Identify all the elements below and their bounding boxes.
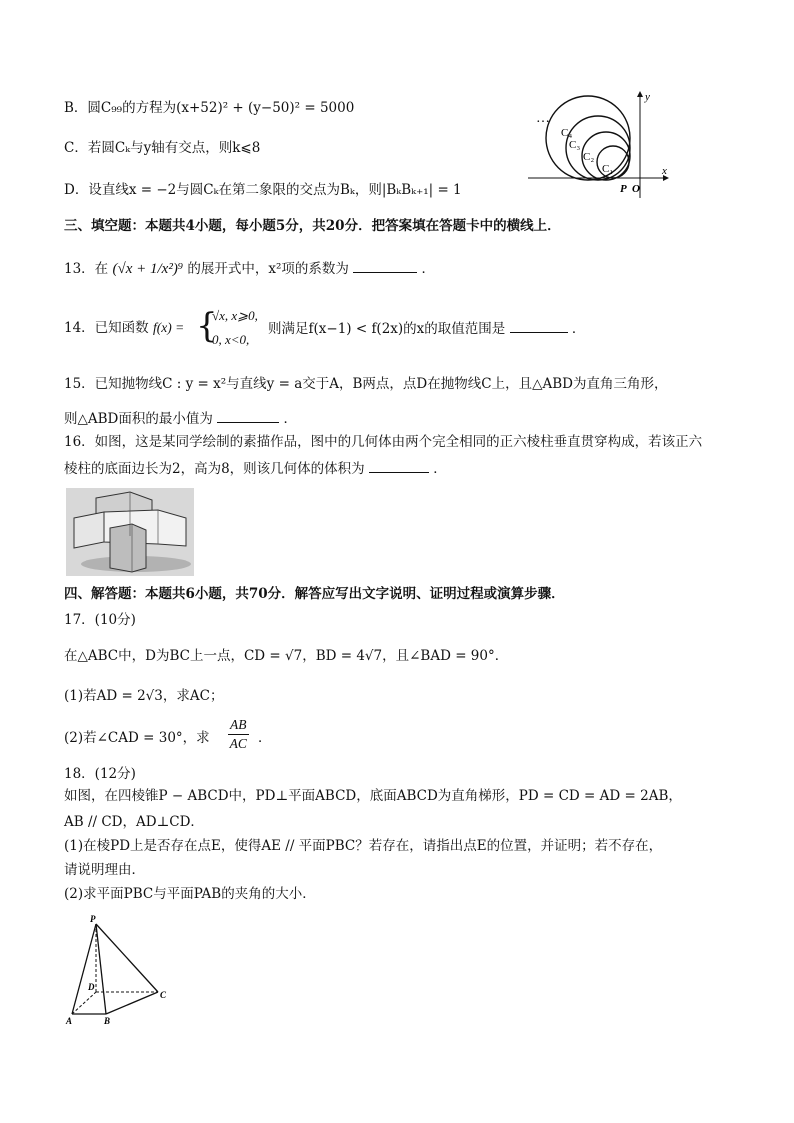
q16-line1: 16．如图，这是某同学绘制的素描作品，图中的几何体由两个完全相同的正六棱柱垂直贯穿构成，若该正六 bbox=[64, 434, 703, 450]
hexagonal-prism-sketch bbox=[66, 488, 194, 576]
q17-header: 17．(10分) bbox=[64, 612, 136, 628]
q15-end: ． bbox=[283, 411, 297, 427]
q16-end: ． bbox=[433, 461, 447, 477]
question-13 bbox=[64, 258, 435, 279]
label-x: x bbox=[662, 165, 667, 177]
section4-heading: 四、解答题：本题共6小题，共70分．解答应写出文字说明、证明过程或演算步骤． bbox=[64, 586, 565, 602]
q17-fraction bbox=[228, 716, 249, 753]
label-y: y bbox=[645, 91, 650, 103]
q13-end: ． bbox=[421, 261, 435, 277]
q15-line2-text: 则△ABD面积的最小值为 bbox=[64, 411, 213, 427]
q14-case1: √x, x⩾0, bbox=[212, 308, 258, 323]
label-p-pyr: P bbox=[90, 914, 96, 924]
q18-part2: (2)求平面PBC与平面PAB的夹角的大小． bbox=[64, 886, 316, 902]
q13-answer-blank bbox=[353, 258, 417, 273]
question-14 bbox=[64, 318, 184, 338]
label-c-pyr: C bbox=[160, 990, 167, 1000]
label-c3: C₃ bbox=[569, 139, 581, 151]
label-c4: C₄ bbox=[561, 127, 573, 139]
q17-frac-den: AC bbox=[229, 736, 247, 751]
q14-text: 则满足f(x−1) < f(2x)的x的取值范围是 bbox=[268, 321, 506, 337]
q17-part2-end: ． bbox=[258, 730, 272, 746]
q16-answer-blank bbox=[369, 458, 429, 473]
label-p: P bbox=[620, 183, 627, 195]
option-c: C．若圆Cₖ与y轴有交点，则k⩽8 bbox=[64, 140, 261, 156]
q17-part2-pre: (2)若∠CAD = 30°，求 bbox=[64, 730, 210, 746]
q14-func: f(x) = bbox=[152, 320, 185, 335]
q18-part1a: (1)在棱PD上是否存在点E，使得AE // 平面PBC？若存在，请指出点E的位置，并证明；若不存在， bbox=[64, 838, 663, 854]
circle-c4 bbox=[546, 96, 630, 180]
q15-line2 bbox=[64, 408, 297, 429]
q14-case2: 0, x<0, bbox=[212, 332, 250, 347]
q14-answer-blank bbox=[510, 318, 568, 333]
q14-brace: { bbox=[196, 306, 218, 346]
q17-stem: 在△ABC中，D为BC上一点，CD = √7，BD = 4√7，且∠BAD = 90°． bbox=[64, 648, 509, 664]
q13-text: 的展开式中，x²项的系数为 bbox=[187, 261, 349, 277]
q18-stem2: AB // CD，AD⊥CD． bbox=[64, 814, 204, 830]
label-a-pyr: A bbox=[66, 1016, 73, 1026]
ellipsis-label: … bbox=[536, 111, 550, 126]
q13-expr: (√x + 1/x²)⁹ bbox=[112, 261, 184, 277]
q15-line1: 15．已知抛物线C : y = x²与直线y = a交于A，B两点，点D在抛物线C上，且△ABD为直角三角形， bbox=[64, 376, 668, 392]
label-o: O bbox=[632, 183, 640, 195]
q14-number: 14．已知函数 bbox=[64, 320, 149, 336]
circles-figure bbox=[528, 88, 678, 200]
q15-answer-blank bbox=[217, 408, 279, 423]
q16-line2 bbox=[64, 458, 447, 479]
q16-line2-text: 棱柱的底面边长为2，高为8，则该几何体的体积为 bbox=[64, 461, 365, 477]
pyramid-figure bbox=[62, 912, 172, 1028]
q17-part1: (1)若AD = 2√3，求AC； bbox=[64, 688, 224, 704]
label-c2: C₂ bbox=[583, 151, 595, 163]
option-b: B．圆C₉₉的方程为(x+52)² + (y−50)² = 5000 bbox=[64, 100, 355, 116]
q13-number: 13．在 bbox=[64, 261, 109, 277]
label-d-pyr: D bbox=[88, 982, 95, 992]
q17-frac-num: AB bbox=[228, 716, 249, 735]
q18-part1b: 请说明理由． bbox=[64, 862, 145, 878]
label-c1: C₁ bbox=[602, 163, 614, 175]
section3-heading: 三、填空题：本题共4小题，每小题5分，共20分．把答案填在答题卡中的横线上． bbox=[64, 218, 561, 234]
label-b-pyr: B bbox=[104, 1016, 111, 1026]
q14-tail bbox=[268, 318, 585, 339]
q18-stem1: 如图，在四棱锥P − ABCD中，PD⊥平面ABCD，底面ABCD为直角梯形，PD = CD = AD = 2AB， bbox=[64, 788, 682, 804]
q14-end: ． bbox=[571, 321, 586, 337]
q18-header: 18．(12分) bbox=[64, 766, 136, 782]
option-d: D．设直线x = −2与圆Cₖ在第二象限的交点为Bₖ，则|BₖBₖ₊₁| = 1 bbox=[64, 182, 462, 198]
